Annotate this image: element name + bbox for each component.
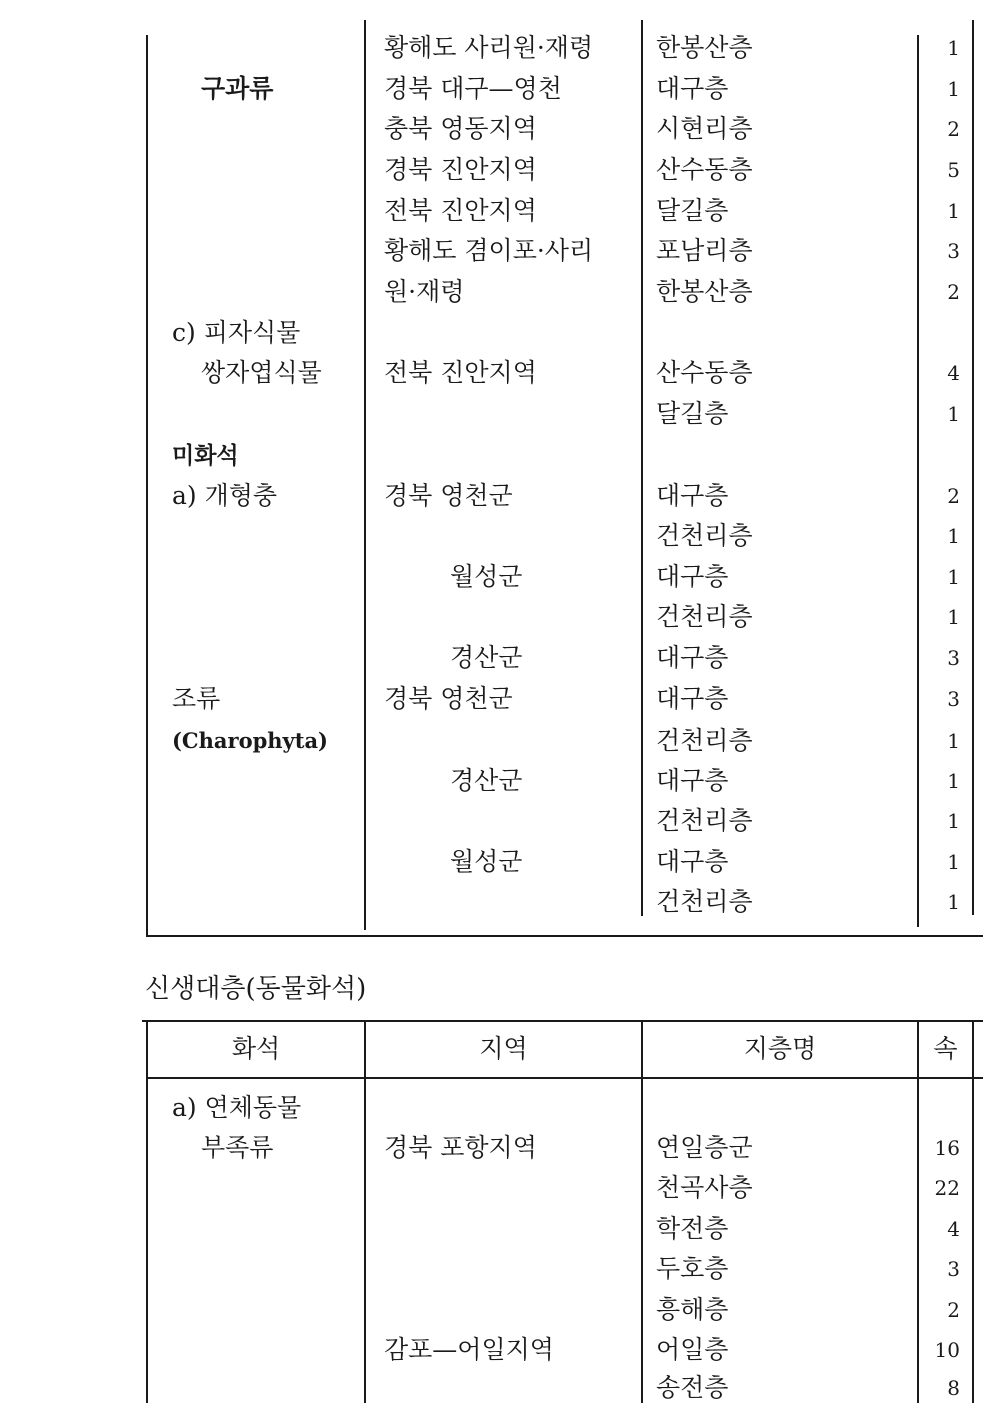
table-2-row-6-region: 감포—어일지역 (384, 1335, 554, 1364)
table-row-12-count: 1 (947, 524, 960, 548)
table-2-row-2-count: 22 (934, 1176, 960, 1200)
table-row-3-region: 경북 진안지역 (384, 155, 537, 184)
table-row-0-strata: 한봉산층 (656, 33, 753, 62)
table-row-8-region: 전북 진안지역 (384, 358, 537, 387)
table-row-7-fossil: c) 피자식물 (172, 318, 301, 347)
table-row-13-region: 월성군 (450, 562, 523, 591)
table-row-9-strata: 달길층 (656, 399, 729, 428)
table-row-21-strata: 건천리층 (656, 887, 753, 916)
table-2-right-border (972, 1021, 974, 1403)
table-2-row-7-count: 8 (947, 1376, 960, 1400)
table-2-row-1-region: 경북 포항지역 (384, 1133, 537, 1162)
table-row-13-count: 1 (947, 565, 960, 589)
table-2-row-4-count: 3 (947, 1257, 960, 1281)
table-row-5-count: 3 (947, 239, 960, 263)
table-2-header-fossil: 화석 (231, 1034, 281, 1063)
table-row-19-count: 1 (947, 809, 960, 833)
table-2-left-border (146, 1021, 148, 1403)
table-2-row-4-strata: 두호층 (656, 1254, 729, 1283)
table-row-16-count: 3 (947, 687, 960, 711)
table-2-row-3-count: 4 (947, 1217, 960, 1241)
table-2-col-divider-2 (641, 1021, 643, 1403)
table-1-right-border (972, 20, 974, 915)
table-row-17-fossil: (Charophyta) (172, 728, 328, 753)
table-2-row-3-strata: 학전층 (656, 1214, 729, 1243)
table-row-6-region: 원·재령 (384, 277, 465, 306)
table-row-5-region: 황해도 겸이포·사리 (384, 236, 594, 265)
table-row-1-strata: 대구층 (656, 74, 729, 103)
table-row-11-strata: 대구층 (656, 481, 729, 510)
table-row-17-strata: 건천리층 (656, 726, 753, 755)
table-1-col-divider-3 (917, 35, 919, 927)
table-2-row-5-count: 2 (947, 1298, 960, 1322)
table-row-21-count: 1 (947, 890, 960, 914)
table-row-16-fossil: 조류 (172, 684, 221, 713)
table-2-row-5-strata: 흥해층 (656, 1295, 729, 1324)
table-row-4-region: 전북 진안지역 (384, 196, 537, 225)
table-row-11-fossil: a) 개형충 (172, 481, 278, 510)
table-2-col-divider-3 (917, 1021, 919, 1403)
table-row-18-count: 1 (947, 769, 960, 793)
table-2-row-1-count: 16 (934, 1136, 960, 1160)
table-2-header-rule (146, 1077, 983, 1079)
table-row-20-strata: 대구층 (656, 847, 729, 876)
table-row-4-count: 1 (947, 199, 960, 223)
table-row-10-fossil: 미화석 (172, 442, 239, 469)
table-2-row-7-strata: 송전층 (656, 1373, 729, 1402)
table-row-11-count: 2 (947, 484, 960, 508)
table-2-col-divider-1 (364, 1021, 366, 1403)
table-row-1-region: 경북 대구—영천 (384, 74, 562, 103)
table-row-1-count: 1 (947, 77, 960, 101)
table-2-row-2-strata: 천곡사층 (656, 1173, 753, 1202)
table-1-bottom-rule (146, 935, 983, 937)
table-row-14-count: 1 (947, 605, 960, 629)
table-row-4-strata: 달길층 (656, 196, 729, 225)
table-2-row-6-strata: 어일층 (656, 1335, 729, 1364)
table-row-8-strata: 산수동층 (656, 358, 753, 387)
table-row-6-count: 2 (947, 280, 960, 304)
table-2-header-region: 지역 (479, 1034, 528, 1063)
table-2-header-count: 속 (933, 1034, 958, 1063)
table-row-16-region: 경북 영천군 (384, 684, 513, 713)
table-row-0-count: 1 (947, 36, 960, 60)
table-row-13-strata: 대구층 (656, 562, 729, 591)
table-1-left-border (146, 35, 148, 935)
table-2-row-1-strata: 연일층군 (656, 1133, 753, 1162)
table-row-17-count: 1 (947, 729, 960, 753)
table-row-15-count: 3 (947, 646, 960, 670)
table-row-18-region: 경산군 (450, 766, 523, 795)
table-row-3-strata: 산수동층 (656, 155, 753, 184)
table-row-18-strata: 대구층 (656, 766, 729, 795)
table-row-19-strata: 건천리층 (656, 806, 753, 835)
table-row-0-region: 황해도 사리원·재령 (384, 33, 594, 62)
table-row-3-count: 5 (947, 158, 960, 182)
table-row-16-strata: 대구층 (656, 684, 729, 713)
table-2-top-rule (142, 1020, 983, 1022)
table-2-row-0-fossil: a) 연체동물 (172, 1093, 302, 1122)
table-row-11-region: 경북 영천군 (384, 481, 513, 510)
table-row-8-fossil: 쌍자엽식물 (201, 358, 322, 387)
table-row-2-region: 충북 영동지역 (384, 114, 537, 143)
table-row-20-count: 1 (947, 850, 960, 874)
table-2-header-strata: 지층명 (743, 1034, 817, 1063)
table-row-2-strata: 시현리층 (656, 114, 753, 143)
table-row-14-strata: 건천리층 (656, 602, 753, 631)
table-row-20-region: 월성군 (450, 847, 523, 876)
table-row-12-strata: 건천리층 (656, 521, 753, 550)
table-2-row-6-count: 10 (934, 1338, 960, 1362)
table-1-col-divider-1 (364, 20, 366, 930)
table-row-9-count: 1 (947, 402, 960, 426)
table-row-1-fossil: 구과류 (201, 74, 274, 103)
table-row-8-count: 4 (947, 361, 960, 385)
table-row-15-strata: 대구층 (656, 643, 729, 672)
table-2-row-1-fossil: 부족류 (201, 1133, 274, 1162)
section-title: 신생대층(동물화석) (145, 974, 367, 1004)
table-row-2-count: 2 (947, 117, 960, 141)
table-row-5-strata: 포남리층 (656, 236, 753, 265)
table-row-6-strata: 한봉산층 (656, 277, 753, 306)
table-row-15-region: 경산군 (450, 643, 523, 672)
table-1-col-divider-2 (641, 20, 643, 916)
